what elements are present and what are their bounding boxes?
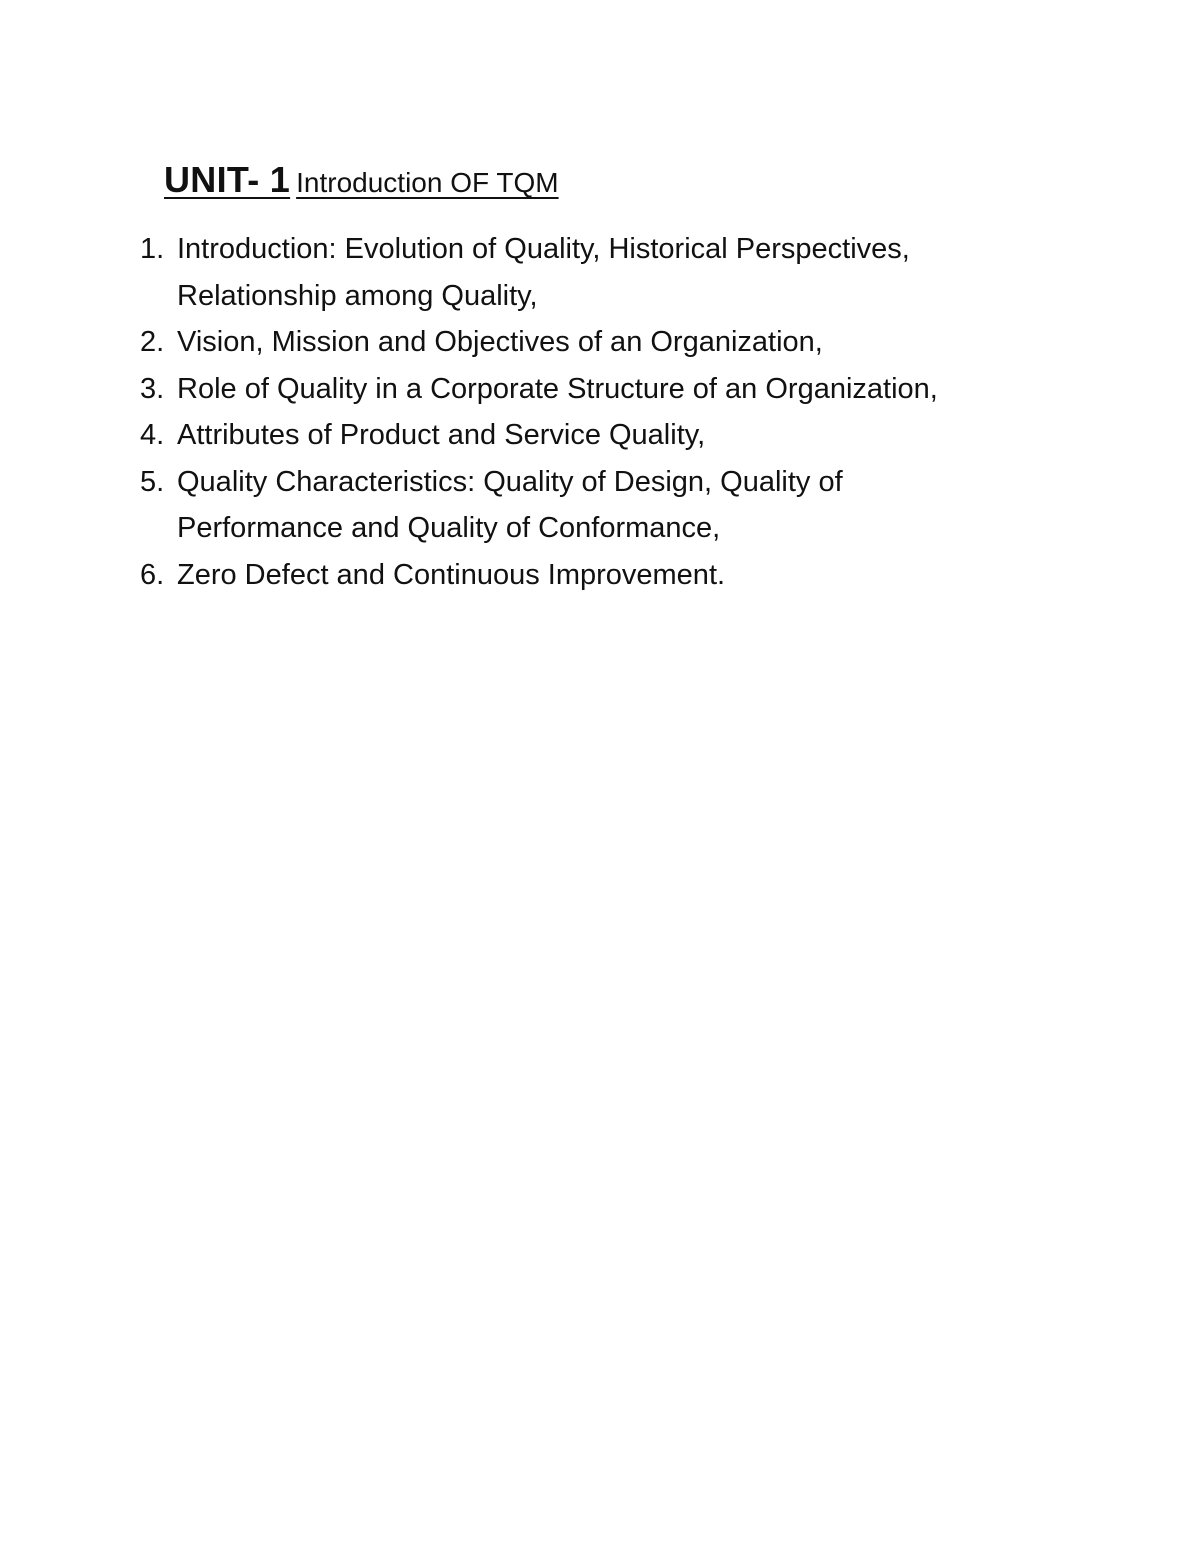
- topic-number: 3.: [140, 372, 165, 405]
- topic-text: [177, 459, 1100, 552]
- topic-number: 4.: [140, 419, 165, 451]
- list-item: [140, 412, 1100, 459]
- list-item: [140, 366, 1100, 413]
- topic-number: 2.: [140, 326, 165, 358]
- unit-label: UNIT- 1: [164, 159, 291, 200]
- list-item: [140, 552, 1100, 599]
- topic-number: 1.: [140, 233, 165, 265]
- topic-line: Introduction: Evolution of Quality, Historical Perspectives,: [177, 233, 910, 265]
- topic-text: [177, 366, 1100, 413]
- topic-line: Role of Quality in a Corporate Structure of an Organization,: [177, 372, 938, 405]
- unit-title: Introduction OF TQM: [296, 167, 559, 198]
- topic-text: [177, 412, 1100, 459]
- list-item: [140, 226, 1100, 319]
- topic-number: 6.: [140, 558, 165, 591]
- topic-line: Attributes of Product and Service Quality,: [177, 419, 706, 451]
- topic-text: [177, 226, 1100, 319]
- topic-line: Performance and Quality of Conformance,: [177, 512, 721, 544]
- topic-number: 5.: [140, 465, 165, 498]
- topic-line: Vision, Mission and Objectives of an Organization,: [177, 326, 823, 358]
- topic-text: [177, 552, 1100, 599]
- list-item: [140, 319, 1100, 366]
- topic-line: Quality Characteristics: Quality of Design, Quality of: [177, 465, 843, 498]
- topic-text: [177, 319, 1100, 366]
- topic-line: Zero Defect and Continuous Improvement.: [177, 558, 726, 591]
- list-item: [140, 459, 1100, 552]
- topic-line: Relationship among Quality,: [177, 279, 538, 312]
- unit-heading: [142, 158, 559, 210]
- topic-list: [140, 226, 1100, 598]
